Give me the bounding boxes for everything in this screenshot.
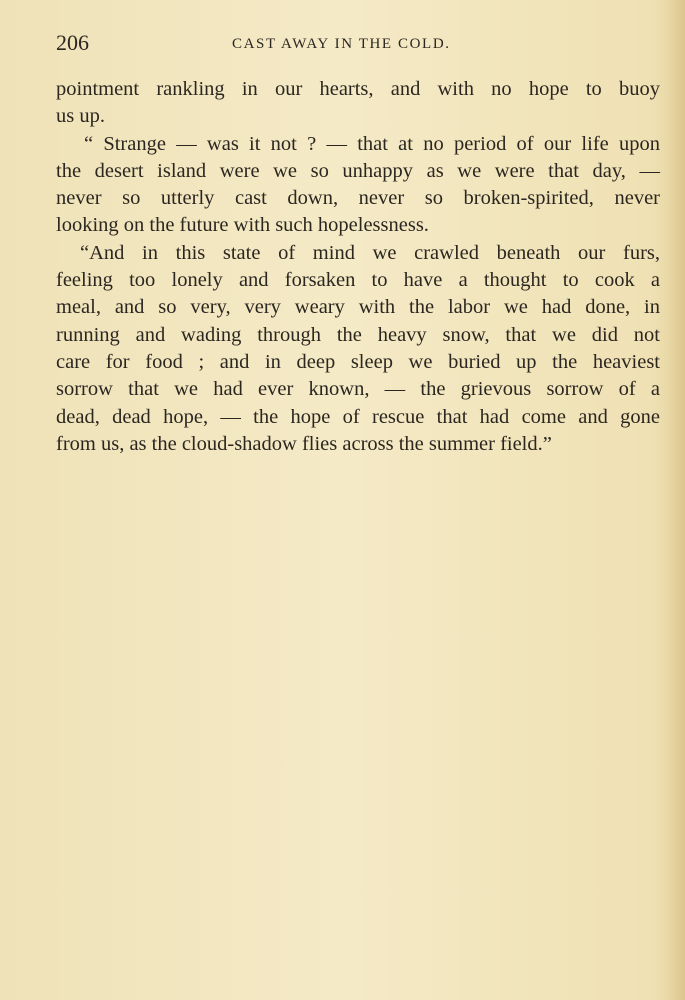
text-line: running and wading through the heavy snow, that we did not — [56, 323, 660, 346]
text-line: sorrow that we had ever known, — the grievous sorrow of a — [56, 378, 660, 401]
text-line: “And in this state of mind we crawled beneath our furs, — [80, 241, 660, 264]
text-line: looking on the future with such hopelessness. — [56, 214, 429, 237]
text-line: meal, and so very, very weary with the labor we had done, in — [56, 296, 660, 319]
text-line: us up. — [56, 105, 105, 128]
text-line: from us, as the cloud-shadow flies across the summer field.” — [56, 432, 552, 455]
text-line: “ Strange — was it not ? — that at no period of our life upon — [84, 132, 660, 155]
text-line: care for food ; and in deep sleep we buried up the heaviest — [56, 350, 660, 373]
page-edge-shadow — [667, 0, 685, 1000]
running-head — [56, 30, 660, 56]
text-line: never so utterly cast down, never so broken-spirited, never — [56, 187, 660, 210]
page-number: 206 — [56, 30, 89, 55]
text-line: pointment rankling in our hearts, and with no hope to buoy — [56, 78, 660, 100]
running-title: CAST AWAY IN THE COLD. — [232, 36, 451, 52]
body-text — [56, 76, 660, 458]
text-line: the desert island were we so unhappy as we were that day, — — [56, 159, 660, 182]
text-line: dead, dead hope, — the hope of rescue that had come and gone — [56, 405, 660, 428]
text-line: feeling too lonely and forsaken to have a thought to cook a — [56, 269, 660, 292]
